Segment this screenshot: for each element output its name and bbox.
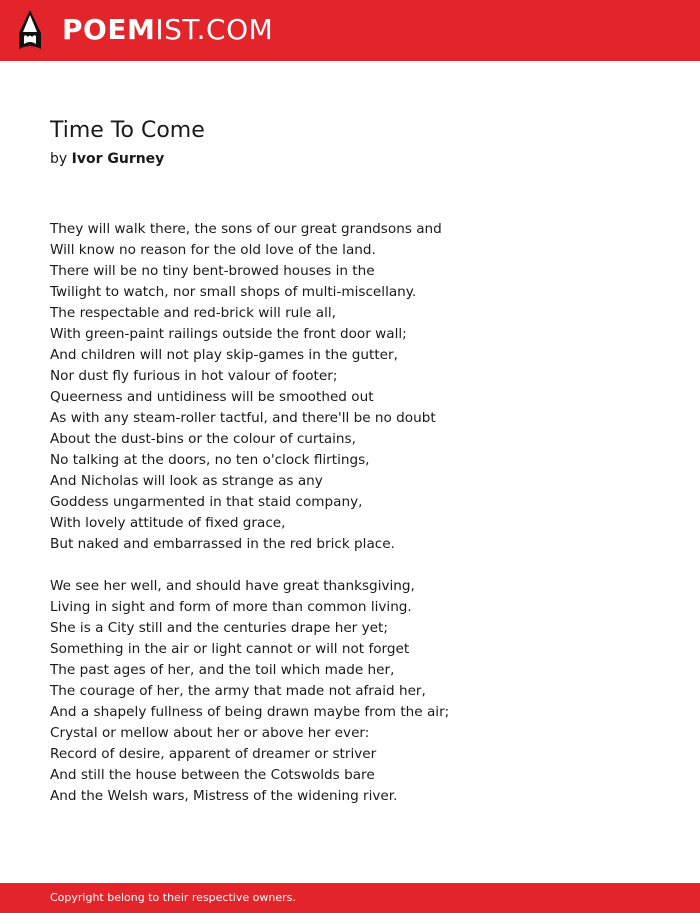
poem-line: The courage of her, the army that made not afraid her, [50, 683, 426, 699]
byline [50, 149, 164, 169]
site-logo[interactable] [62, 12, 273, 48]
site-header [0, 0, 700, 61]
poem-line: And the Welsh wars, Mistress of the widening river. [50, 788, 398, 804]
poem-stanza [50, 576, 670, 807]
poem-line: And a shapely fullness of being drawn maybe from the air; [50, 704, 450, 720]
poem-line: Record of desire, apparent of dreamer or striver [50, 746, 377, 762]
logo-text-bold: POEM [62, 13, 156, 46]
poem-line: With green-paint railings outside the front door wall; [50, 326, 407, 342]
poem-line: And Nicholas will look as strange as any [50, 473, 323, 489]
poem-line: And children will not play skip-games in the gutter, [50, 347, 398, 363]
poem-stanza [50, 219, 670, 555]
poem-line: The respectable and red-brick will rule all, [50, 305, 336, 321]
poem-title: Time To Come [50, 118, 205, 143]
poem-line: Will know no reason for the old love of the land. [50, 242, 376, 258]
byline-prefix: by [50, 151, 68, 167]
poem-line: She is a City still and the centuries drape her yet; [50, 620, 388, 636]
poem-line: We see her well, and should have great thanksgiving, [50, 578, 415, 594]
logo-text-light: IST.COM [155, 13, 274, 46]
poem-line: As with any steam-roller tactful, and there'll be no doubt [50, 410, 436, 426]
author-name: Ivor Gurney [71, 151, 165, 167]
poem-line: Nor dust fly furious in hot valour of footer; [50, 368, 338, 384]
poem-line: Twilight to watch, nor small shops of multi-miscellany. [50, 284, 417, 300]
poem-line: About the dust-bins or the colour of curtains, [50, 431, 356, 447]
poem-body [50, 219, 670, 828]
poem-line: With lovely attitude of fixed grace, [50, 515, 286, 531]
site-footer [0, 883, 700, 913]
copyright-notice: Copyright belong to their respective owners. [50, 891, 296, 904]
poem-line: No talking at the doors, no ten o'clock flirtings, [50, 452, 370, 468]
poem-line: The past ages of her, and the toil which made her, [50, 662, 395, 678]
poem-line: There will be no tiny bent-browed houses in the [50, 263, 375, 279]
poem-line: Something in the air or light cannot or will not forget [50, 641, 410, 657]
poem-line: They will walk there, the sons of our great grandsons and [50, 221, 442, 237]
pen-nib-icon[interactable] [17, 9, 43, 51]
poem-line: But naked and embarrassed in the red brick place. [50, 536, 395, 552]
poem-line: And still the house between the Cotswolds bare [50, 767, 375, 783]
poem-line: Queerness and untidiness will be smoothed out [50, 389, 374, 405]
poem-line: Crystal or mellow about her or above her ever: [50, 725, 370, 741]
poem-line: Living in sight and form of more than common living. [50, 599, 412, 615]
poem-line: Goddess ungarmented in that staid company, [50, 494, 363, 510]
